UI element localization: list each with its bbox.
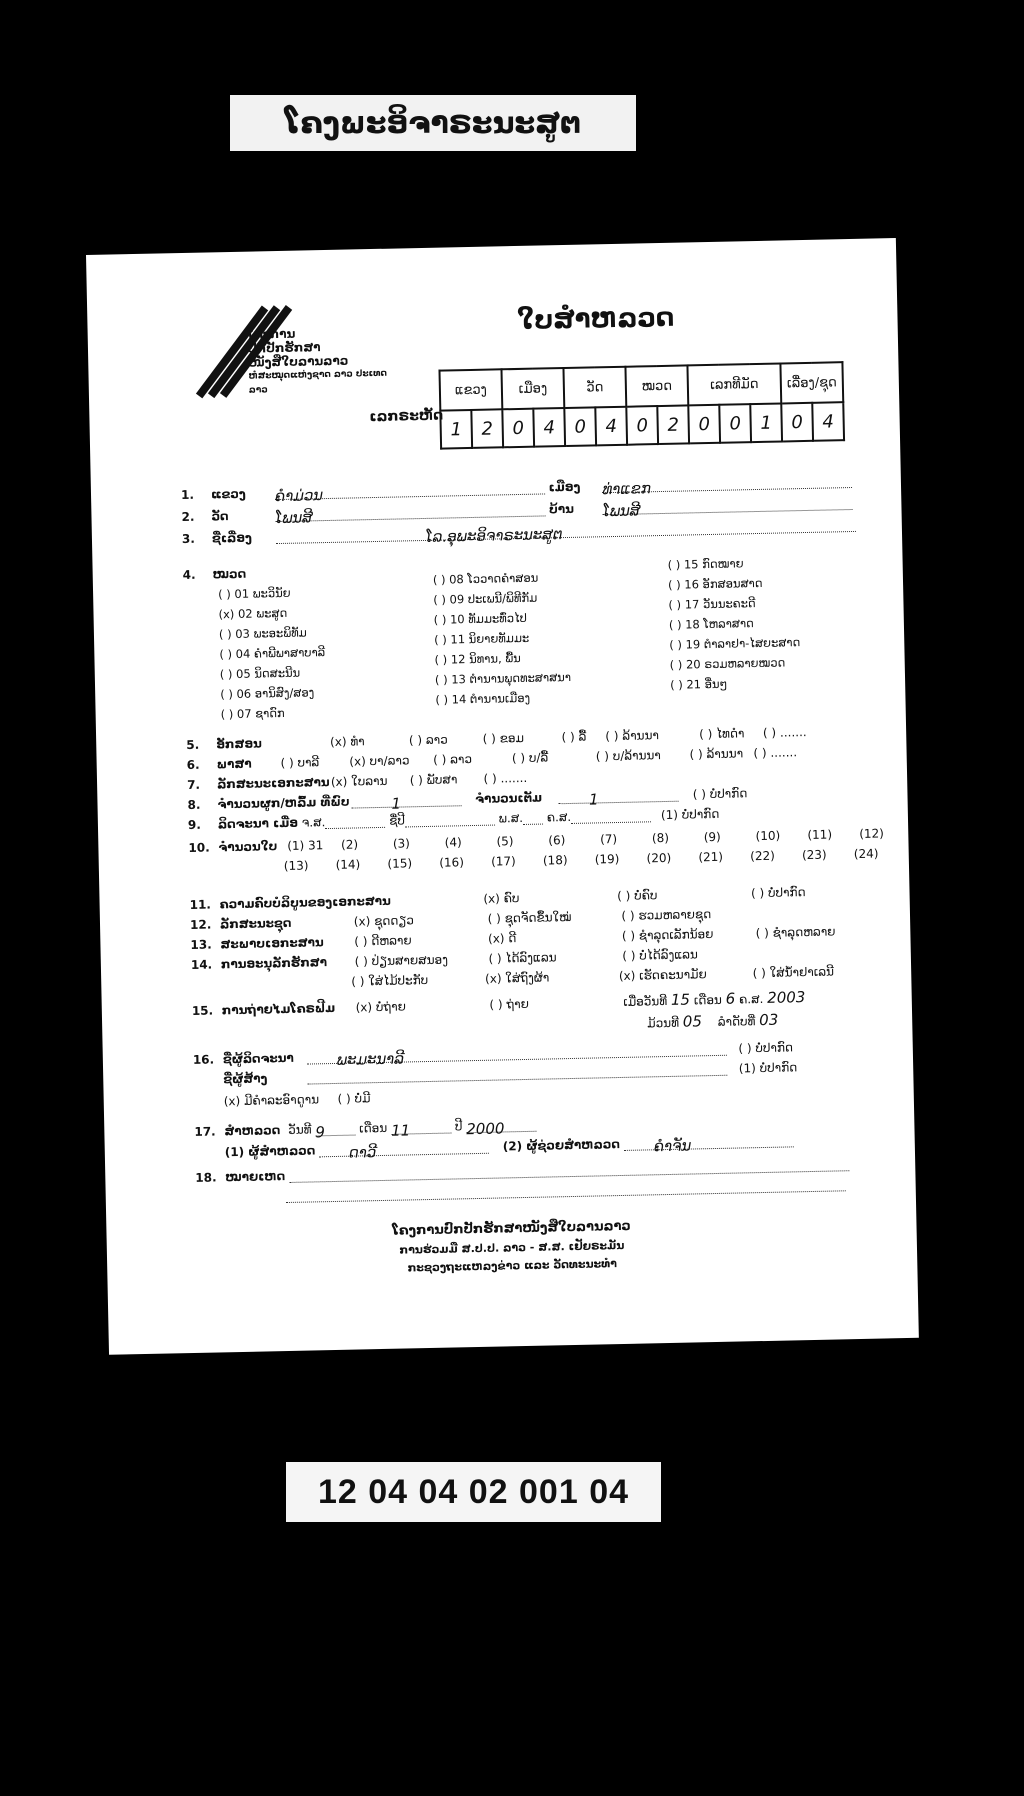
serial-digit: 0 [564, 407, 596, 446]
category-option: ( ) 08 ໂວວາດຄໍາສອນ [432, 570, 539, 587]
serial-digit: 0 [719, 404, 751, 443]
field-set-type: 12. ລັກສະນະຊຸດ (x) ຊຸດດຽວ ( ) ຊຸດຈັດຂຶ້ນໃໝ່ ( ) ຮວມຫລາຍຊຸດ [189, 907, 712, 932]
field-microfilm: 15. ການຖ່າຍໄມໂຄຣຟີມ (x) ບໍ່ຖ່າຍ ( ) ຖ່າຍ ເມື່ອວັນທີ 15 ເດືອນ 6 ຄ.ສ. 2003 [191, 988, 806, 1018]
category-option: ( ) 03 ພະອະພິທັມ [218, 625, 307, 642]
field-leaf-count: 10. ຈໍານວນໃບ (1) 31 (2) (3) (4) (5) (6) (7) (8) (9) (10) (11) (12) [188, 826, 885, 855]
scribe-options: (x) ມີຄໍາລະອົາດູານ ( ) ບໍ່ມີ [223, 1091, 371, 1109]
serial-digit: 1 [750, 403, 782, 442]
serial-header: ວັດ [563, 367, 626, 408]
field-scribe: 16. ຊື່ຜູ້ລິດຈະນາ ພະມະນາລີ ( ) ບໍ່ປາກົດ [192, 1040, 794, 1069]
serial-digit: 2 [657, 405, 689, 444]
category-option: ( ) 04 ຄໍາພີພາສາບາລີ [219, 645, 326, 662]
serial-digit: 4 [812, 402, 844, 441]
field-temple: 2. ວັດ ໂພນສີ ບ້ານ ໂພນສີ [181, 496, 853, 524]
survey-form-page [86, 238, 919, 1355]
field-remarks: 18. ໝາຍເຫດ [195, 1157, 849, 1185]
serial-digit: 4 [533, 408, 565, 447]
category-option: ( ) 09 ປະເພນີ/ພິທີກັມ [433, 590, 538, 607]
category-option: ( ) 18 ໂຫລາສາດ [668, 616, 754, 632]
serial-header: ແຂວງ [439, 369, 502, 410]
serial-label: ເລກຣະຫັດ [369, 407, 444, 426]
serial-digit: 4 [595, 407, 627, 446]
category-option: ( ) 01 ພະວິນັຍ [217, 585, 291, 602]
serial-header: ເລກທີມັດ [687, 363, 781, 405]
category-option: ( ) 20 ຣວມຫລາຍໝວດ [669, 655, 786, 672]
project-logo [187, 299, 389, 403]
category-option: ( ) 12 ນິທານ, ພື້ນ [434, 650, 521, 667]
serial-digit: 0 [781, 403, 813, 442]
surveyors: (1) ຜູ້ສໍາຫລວດ ດາວີ (2) ຜູ້ຊ່ວຍສໍາຫລວດ ຄໍາຈັນ [225, 1133, 794, 1159]
category-option: ( ) 07 ຊາດົກ [220, 705, 285, 722]
serial-digit: 1 [440, 410, 472, 449]
field-sponsor: ຊື່ຜູ້ສ້າງ (1) ບໍ່ປາກົດ [223, 1060, 798, 1087]
footer-line: ໂຄງການປົກປັກຮັກສາໜັງສືໃບລານລາວ [392, 1218, 631, 1239]
category-option: ( ) 06 ອານິສົງ/ສອງ [220, 685, 315, 702]
field-condition: 13. ສະພາບເອກະສານ ( ) ດີຫລາຍ (x) ດີ ( ) ຊໍາລຸດເລັກນ້ອຍ ( ) ຊໍາລຸດຫລາຍ [190, 924, 836, 952]
serial-header: ໝວດ [625, 365, 688, 406]
category-option: ( ) 17 ວັນນະຄະດີ [668, 596, 756, 612]
serial-digit: 0 [502, 409, 534, 448]
field-bundle-count: 8. ຈໍານວນຜູກ/ຫລົ້ມ ທີ່ພົບ 1 ຈໍານວນເຕັມ 1 ( ) ບໍ່ປາກົດ [187, 786, 748, 813]
category-option: ( ) 13 ຕໍານານພຸດທະສາສນາ [434, 669, 572, 687]
category-option: ( ) 15 ກົດໝາຍ [667, 556, 744, 572]
field-survey: 17. ສໍາຫລວດ ວັນທີ 9 ເດືອນ 11 ປີ 2000 [194, 1118, 536, 1139]
field-document-type: 7. ລັກສະນະເອກະສານ (x) ໃບລານ ( ) ພັບສາ ( ) ....... [186, 770, 528, 792]
serial-digit: 0 [688, 405, 720, 444]
category-option: ( ) 10 ທັມມະທົ່ວໄປ [433, 610, 528, 627]
field-language: 6. ພາສາ ( ) ບາລີ (x) ບາ/ລາວ ( ) ລາວ ( ) ບ/ລື້ ( ) ບ/ລ້ານນາ ( ) ລ້ານນາ ( ) ....... [186, 745, 798, 773]
serial-digit: 0 [626, 406, 658, 445]
field-written-date: 9. ລິດຈະນາ ເມື່ອ ຈ.ສ. ຊື່ປີ ພ.ສ. ຄ.ສ. (1) ບໍ່ປາກົດ [187, 806, 720, 832]
footer-line: ກະຊວງຖະແຫລງຂ່າວ ແລະ ວັດທະນະທໍາ [407, 1257, 618, 1275]
serial-header: ເມືອງ [501, 368, 564, 409]
category-option: ( ) 19 ຕໍາລາຢາ-ໄສຍະສາດ [669, 635, 801, 652]
category-option: ( ) 16 ອັກສອນສາດ [667, 575, 763, 592]
serial-digit: 2 [471, 409, 503, 448]
field-title: 3. ຊື່ເລື່ອງ ໂລ.ອຸພະອິຈາຣະນະສູຕ [182, 518, 856, 546]
category-option: ( ) 21 ອື່ນໆ [669, 676, 728, 692]
field-conservation: 14. ການອະນຸລັກຮັກສາ ( ) ປ່ຽນສາຍສນອງ ( ) ໄດ້ລົງແລນ ( ) ບໍ່ໄດ້ລົງແລນ [190, 947, 699, 972]
field-province: 1. ແຂວງ ຄໍາມ່ວນ ເມືອງ ທ່າແຂກ [181, 474, 853, 502]
category-option: ( ) 14 ຕໍານານເມືອງ [435, 690, 531, 707]
serial-code-table [438, 361, 845, 449]
field-completeness: 11. ຄວາມຄົບບໍລິບູນຂອງເອກະສານ (x) ຄົບ ( ) ບໍ່ຄົບ ( ) ບໍ່ປາກົດ [189, 885, 806, 912]
conservation-row2: ( ) ໃສ່ໄມ້ປະກັບ (x) ໃສ່ຖົງຜ້າ (x) ເຮັດຄະນາມັຍ ( ) ໃສ່ນໍ້າຢາເລນີ [351, 964, 835, 989]
field-script: 5. ອັກສອນ (x) ທໍາ ( ) ລາວ ( ) ຂອມ ( ) ລື້ ( ) ລ້ານນາ ( ) ໄທດໍາ ( ) ....... [186, 725, 807, 753]
category-option: ( ) 11 ນິຍາຍທັມມະ [433, 630, 530, 647]
film-header-label: ໂຄງພະອິຈາຣະນະສູຕ [230, 95, 636, 151]
category-option: (x) 02 ພະສູດ [218, 605, 288, 622]
microfilm-roll: ມ້ວນທີ 05 ລໍາດັບທີ່ 03 [647, 1010, 779, 1031]
film-code-label: 12 04 04 02 001 04 [286, 1462, 661, 1522]
leaf-count-row2: (13) (14) (15) (16) (17) (18) (19) (20) (21) (22) (23) (24) [283, 846, 879, 873]
field-category: 4. ໝວດ [182, 566, 247, 583]
category-option: ( ) 05 ນິດສະນີນ [219, 665, 301, 682]
form-title: ໃບສໍາຫລວດ [517, 302, 675, 336]
logo-text: ໂຄງການ ປົກປັກຮັກສາ ໜັງສືໃບລານລາວ ຫໍສະໝຸດແຫ່ງຊາດ ລາວ ປະເທດລາວ [247, 326, 388, 396]
serial-header: ເລື່ອງ/ຊຸດ [780, 362, 843, 403]
footer-line: ການຮ່ວມມື ສ.ປ.ປ. ລາວ - ສ.ສ. ເຢັຍຣະມັນ [399, 1238, 625, 1257]
